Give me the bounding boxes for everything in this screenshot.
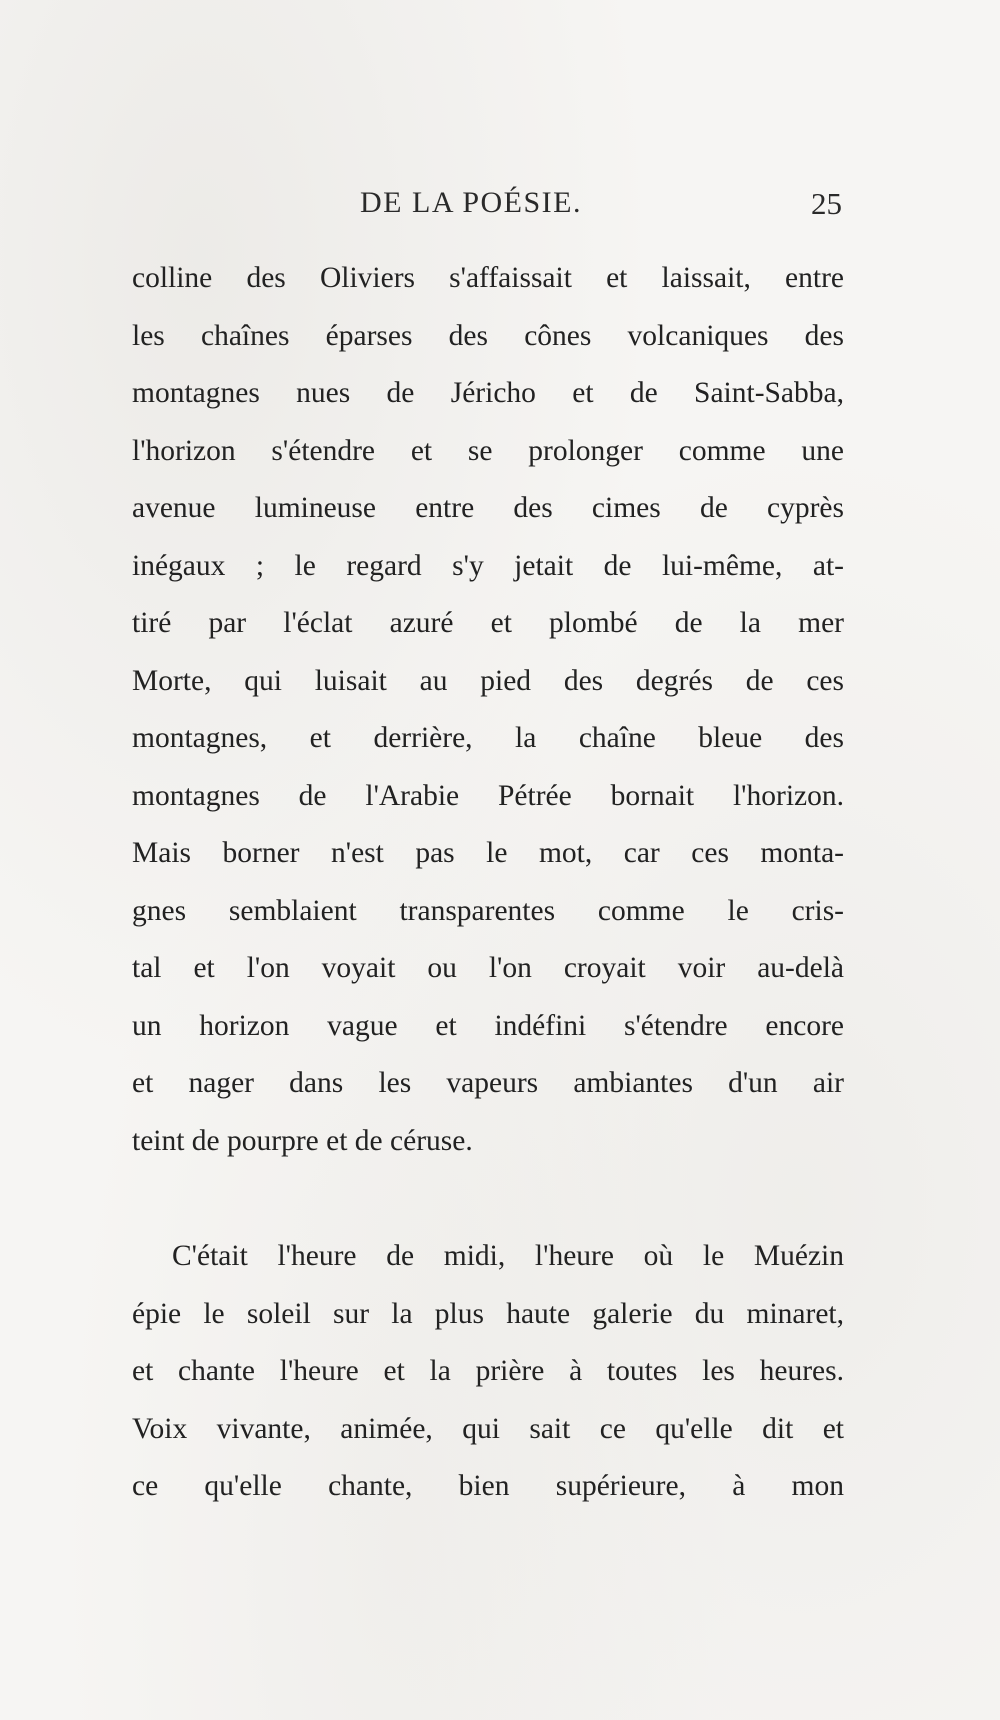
text-line: colline des Oliviers s'affaissait et laissait, entre xyxy=(132,262,844,294)
text-line: tal et l'on voyait ou l'on croyait voir au-delà xyxy=(132,952,844,984)
text-line: l'horizon s'étendre et se prolonger comme une xyxy=(132,434,844,467)
text-line: inégaux ; le regard s'y jetait de lui-même, at- xyxy=(132,549,844,582)
text-line: et chante l'heure et la prière à toutes les heures. xyxy=(132,1355,844,1387)
text-line: C'était l'heure de midi, l'heure où le Muézin xyxy=(172,1240,844,1272)
text-line: les chaînes éparses des cônes volcaniques des xyxy=(132,319,844,352)
text-line: tiré par l'éclat azuré et plombé de la mer xyxy=(132,607,844,639)
text-line: et nager dans les vapeurs ambiantes d'un air xyxy=(132,1067,844,1099)
text-line: Mais borner n'est pas le mot, car ces monta- xyxy=(132,837,844,869)
text-line: avenue lumineuse entre des cimes de cyprès xyxy=(132,492,844,524)
text-line: montagnes de l'Arabie Pétrée bornait l'horizon. xyxy=(132,779,844,812)
paragraph-1 xyxy=(132,250,844,1170)
text-line: gnes semblaient transparentes comme le cris- xyxy=(132,894,844,927)
running-head xyxy=(132,186,842,230)
text-line: teint de pourpre et de céruse. xyxy=(132,1124,473,1157)
text-line: épie le soleil sur la plus haute galerie du minaret, xyxy=(132,1297,844,1330)
text-line: montagnes nues de Jéricho et de Saint-Sabba, xyxy=(132,377,844,409)
running-title: DE LA POÉSIE. xyxy=(360,186,582,219)
paragraph-2 xyxy=(132,1228,844,1516)
text-line: Voix vivante, animée, qui sait ce qu'elle dit et xyxy=(132,1412,844,1445)
text-line: un horizon vague et indéfini s'étendre encore xyxy=(132,1009,844,1042)
text-line: ce qu'elle chante, bien supérieure, à mon xyxy=(132,1470,844,1502)
text-line: Morte, qui luisait au pied des degrés de ces xyxy=(132,664,844,697)
page-number: 25 xyxy=(811,186,842,221)
text-line: montagnes, et derrière, la chaîne bleue des xyxy=(132,722,844,754)
